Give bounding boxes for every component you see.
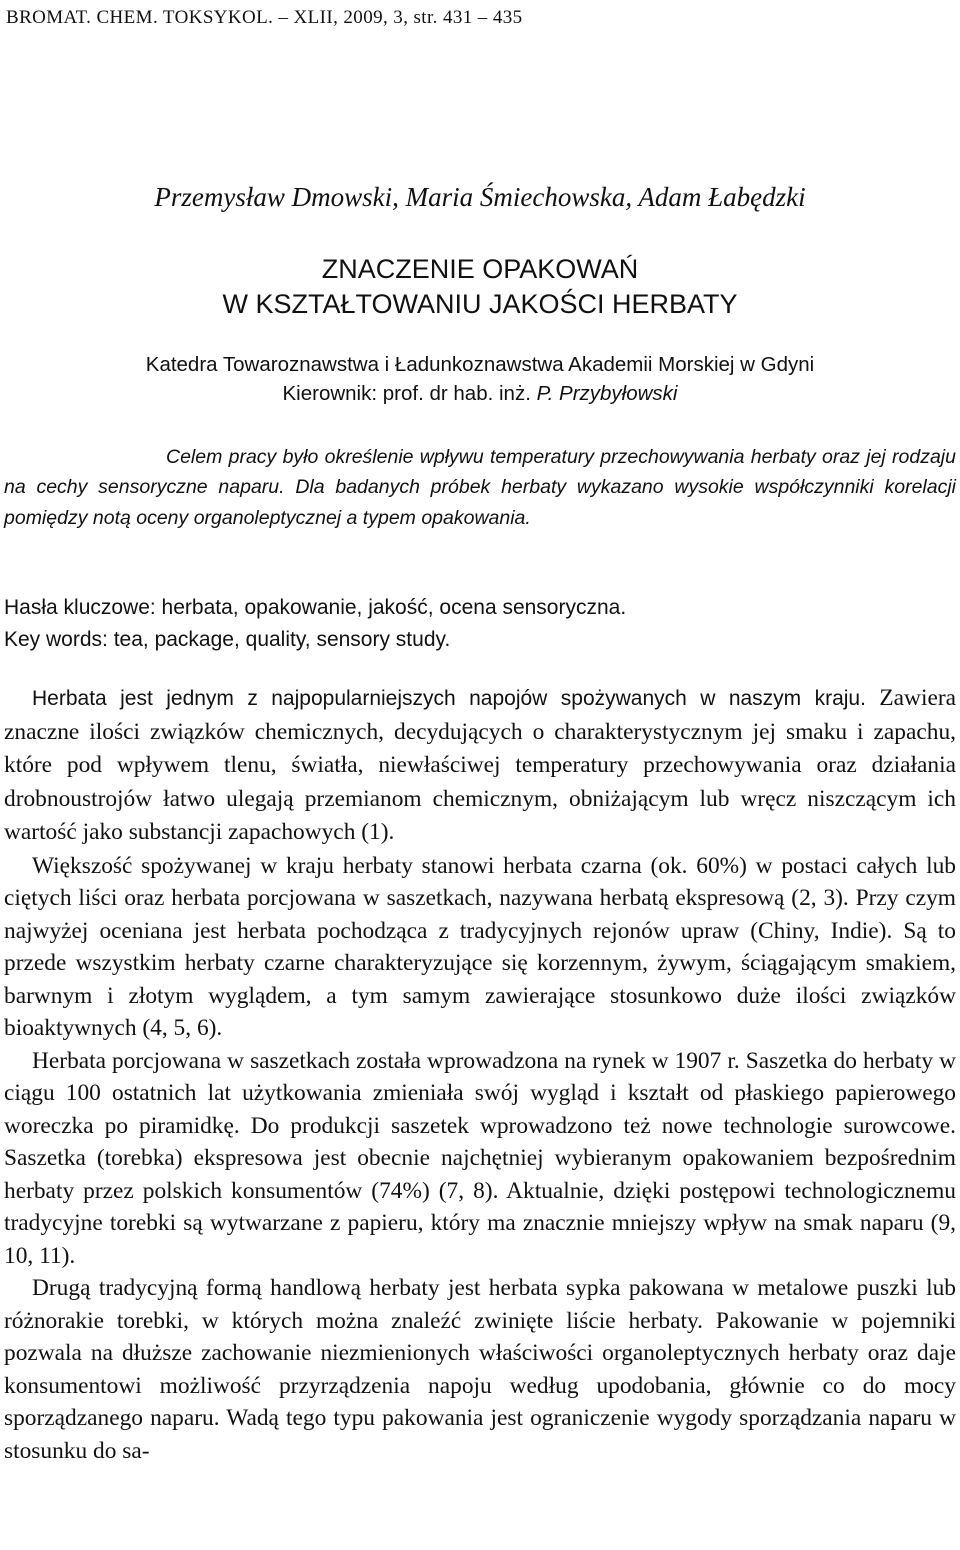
article-title-line-1: ZNACZENIE OPAKOWAŃ xyxy=(321,254,639,284)
body-paragraph-1 xyxy=(4,682,956,850)
journal-citation-header: BROMAT. CHEM. TOKSYKOL. – XLII, 2009, 3, str. 431 – 435 xyxy=(6,7,523,28)
article-body xyxy=(4,682,956,1467)
keywords xyxy=(4,592,956,656)
affiliation-head xyxy=(0,379,960,408)
affiliation-head-name: P. Przybyłowski xyxy=(536,382,678,405)
affiliation-head-prefix: Kierownik: prof. dr hab. inż. xyxy=(282,382,537,405)
body-paragraph-1-lead: Herbata jest jednym z najpopularniejszych napojów spożywanych w naszym kraju. xyxy=(32,687,866,710)
body-paragraph-3: Herbata porcjowana w saszetkach została wprowadzona na rynek w 1907 r. Saszetka do herbaty w ciągu 100 ostatnich lat użytkowania zmieniała swój wygląd i kształt od płaskiego papierowego woreczka po piramidkę. Do produkcji saszetek wprowadzono też nowe technologie surowcowe. Saszetka (torebka) ekspresowa jest obecnie najchętniej wybieranym opakowaniem bezpośrednim herbaty przez polskich konsumentów (74%) (7, 8). Aktualnie, dzięki postępowi technologicznemu tradycyjne torebki są wytwarzane z papieru, który ma znacznie mniejszy wpływ na smak naparu (9, 10, 11). xyxy=(4,1047,956,1269)
affiliation xyxy=(0,350,960,408)
keywords-polish: Hasła kluczowe: herbata, opakowanie, jakość, ocena sensoryczna. xyxy=(4,596,627,619)
keywords-english: Key words: tea, package, quality, sensory study. xyxy=(4,628,451,651)
body-paragraph-4: Drugą tradycyjną formą handlową herbaty jest herbata sypka pakowana w metalowe puszki lub różnorakie torebki, w których można znaleźć zwinięte liście herbaty. Pakowanie w pojemniki pozwala na dłuższe zachowanie niezmienionych właściwości organoleptycznych herbaty oraz daje konsumentowi możliwość przyrządzenia napoju według upodobania, głównie co do mocy sporządzanego naparu. Wadą tego typu pakowania jest ograniczenie wygody sporządzania naparu w stosunku do sa- xyxy=(4,1275,956,1464)
article-authors: Przemysław Dmowski, Maria Śmiechowska, Adam Łabędzki xyxy=(154,182,806,212)
affiliation-department: Katedra Towaroznawstwa i Ładunkoznawstwa Akademii Morskiej w Gdyni xyxy=(145,353,815,376)
article-title-line-2: W KSZTAŁTOWANIU JAKOŚCI HERBATY xyxy=(222,289,738,319)
abstract: Celem pracy było określenie wpływu temperatury przechowywania herbaty oraz jej rodzaju na cechy sensoryczne naparu. Dla badanych próbek herbaty wykazano wysokie współczynniki korelacji pomiędzy notą oceny organoleptycznej a typem opakowania. xyxy=(4,446,956,529)
body-paragraph-1-rest: Zawiera znaczne ilości związków chemicznych, decydujących o charakterystycznym jej smaku i zapachu, które pod wpływem tlenu, światła, niewłaściwej temperatury przechowywania oraz działania drobnoustrojów łatwo ulegają przemianom chemicznym, obniżającym lub wręcz niszczącym ich wartość jako substancji zapachowych (1). xyxy=(4,685,956,845)
body-paragraph-2: Większość spożywanej w kraju herbaty stanowi herbata czarna (ok. 60%) w postaci całych lub ciętych liści oraz herbata porcjowana w saszetkach, nazywana herbatą ekspresową (2, 3). Przy czym najwyżej oceniana jest herbata pochodząca z tradycyjnych rejonów upraw (Chiny, Indie). Są to przede wszystkim herbaty czarne charakteryzujące się korzennym, żywym, ściągającym smakiem, barwnym i złotym wyglądem, a tym samym zawierające stosunkowo duże ilości związków bioaktywnych (4, 5, 6). xyxy=(4,852,956,1041)
article-title xyxy=(0,252,960,322)
